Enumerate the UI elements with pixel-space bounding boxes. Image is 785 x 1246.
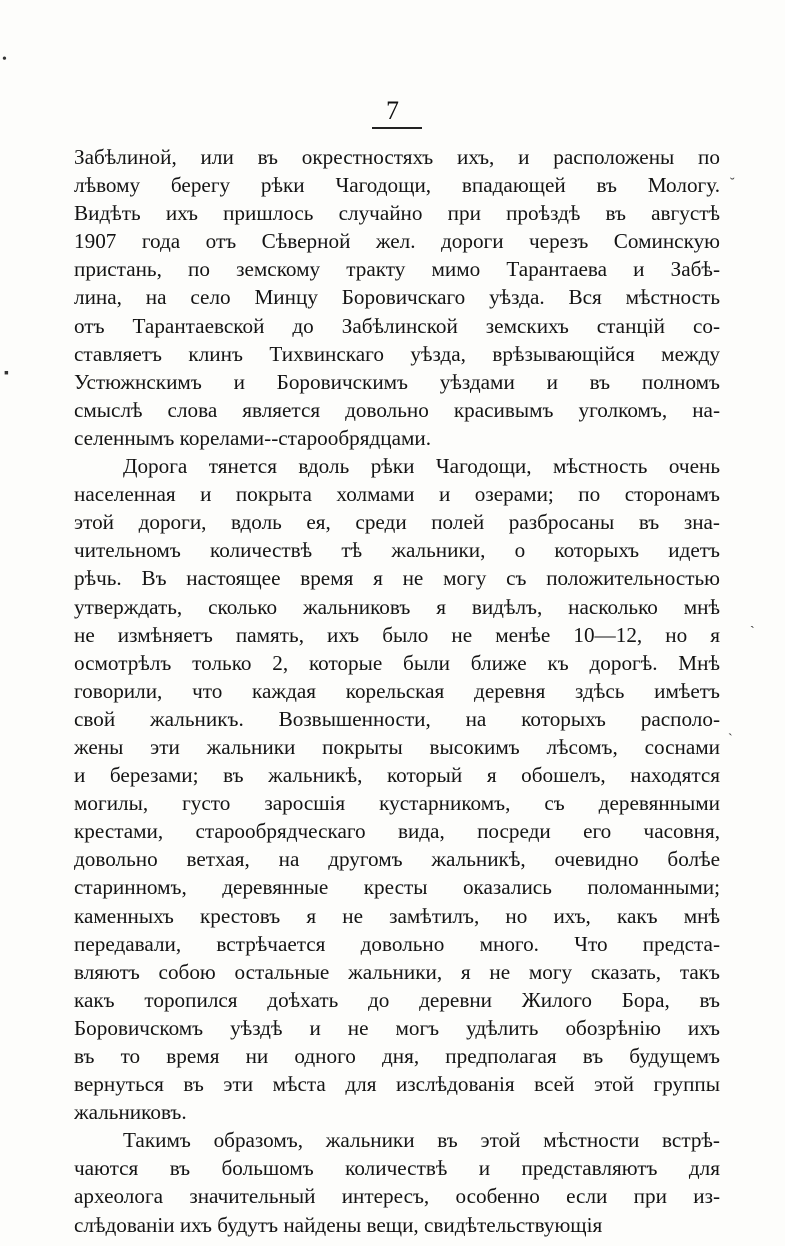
text-line: осмотрѣлъ только 2, которые были ближе къ дорогѣ. Мнѣ [74,650,720,675]
text-line: этой дороги, вдоль ея, среди полей разбросаны въ зна- [74,510,720,535]
text-line: жальниковъ. [74,1100,187,1125]
text-line: Боровичскомъ уѣздѣ и не могъ удѣлить обозрѣнію ихъ [74,1015,720,1040]
body-text [74,143,720,1239]
text-line: свой жальникъ. Возвышенности, на которыхъ располо- [74,706,720,731]
text-line: говорили, что каждая корельская деревня здѣсь имѣетъ [74,678,720,703]
text-line: лина, на село Минцу Боровичскаго уѣзда. Вся мѣстность [74,285,720,310]
text-line: передавали, встрѣчается довольно много. Что предста- [74,931,720,956]
text-line: селеннымъ корелами--старообрядцами. [74,425,432,450]
text-line: отъ Тарантаевской до Забѣлинской земскихъ станцій со- [74,313,720,338]
scan-speck-mark: • [2,52,7,67]
text-line: жены эти жальники покрыты высокимъ лѣсомъ, соснами [74,734,720,759]
text-line: каменныхъ крестовъ я не замѣтилъ, но ихъ, какъ мнѣ [74,903,720,928]
text-line: не измѣняетъ память, ихъ было не менѣе 10—12, но я [74,622,720,647]
paragraph [74,1126,720,1238]
text-line: смыслѣ слова является довольно красивымъ уголкомъ, на- [74,397,720,422]
text-line: крестами, старообрядческаго вида, посреди его часовня, [74,819,720,844]
text-line: чаются въ большомъ количествѣ и представляютъ для [74,1156,720,1181]
text-line: вернуться въ эти мѣста для изслѣдованія всей этой группы [74,1072,720,1097]
text-line: въ то время ни одного дня, предполагая въ будущемъ [74,1044,720,1068]
page-number: 7 [386,96,399,125]
text-line: довольно ветхая, на другомъ жальникѣ, очевидно болѣе [74,847,720,872]
text-line: лѣвому берегу рѣки Чагодощи, впадающей въ Мологу. [74,173,720,198]
scan-speck-mark: ˘ [730,176,735,191]
scan-speck-mark: ▪ [4,366,9,381]
text-line: Такимъ образомъ, жальники въ этой мѣстности встрѣ- [123,1128,720,1153]
text-line: ставляетъ клинъ Тихвинскаго уѣзда, врѣзывающійся между [74,341,720,366]
text-line: слѣдованіи ихъ будутъ найдены вещи, свидѣтельствующія [74,1212,603,1237]
text-line: какъ торопился доѣхать до деревни Жилого Бора, въ [74,987,720,1012]
text-line: и березами; въ жальникѣ, который я обошелъ, находятся [74,763,720,788]
text-line: Устюжнскимъ и Боровичскимъ уѣздами и въ полномъ [74,369,720,394]
text-line: старинномъ, деревянные кресты оказались поломанными; [74,875,720,900]
text-line: пристань, по земскому тракту мимо Тарантаева и Забѣ- [74,257,720,282]
text-line: Дорога тянется вдоль рѣки Чагодощи, мѣстность очень [123,454,720,479]
text-line: Видѣть ихъ пришлось случайно при проѣздѣ въ августѣ [74,201,720,226]
paragraph [74,143,720,452]
paragraph [74,452,720,1126]
scan-speck-mark: ˎ [750,614,755,629]
scan-speck-mark: ˴ [728,726,733,741]
text-line: могилы, густо заросшія кустарникомъ, съ деревянными [74,791,720,816]
text-line: 1907 года отъ Сѣверной жел. дороги черезъ Соминскую [74,229,720,254]
text-line: Забѣлиной, или въ окрестностяхъ ихъ, и расположены по [74,145,720,169]
text-line: населенная и покрыта холмами и озерами; по сторонамъ [74,482,720,507]
text-line: рѣчь. Въ настоящее время я не могу съ положительностью [74,566,720,591]
page-number-underline [372,127,422,129]
text-line: чительномъ количествѣ тѣ жальники, о которыхъ идетъ [74,538,720,563]
text-line: вляютъ собою остальные жальники, я не могу сказать, такъ [74,959,720,984]
text-line: археолога значительный интересъ, особенно если при из- [74,1184,720,1209]
text-line: утверждать, сколько жальниковъ я видѣлъ, насколько мнѣ [74,594,720,619]
